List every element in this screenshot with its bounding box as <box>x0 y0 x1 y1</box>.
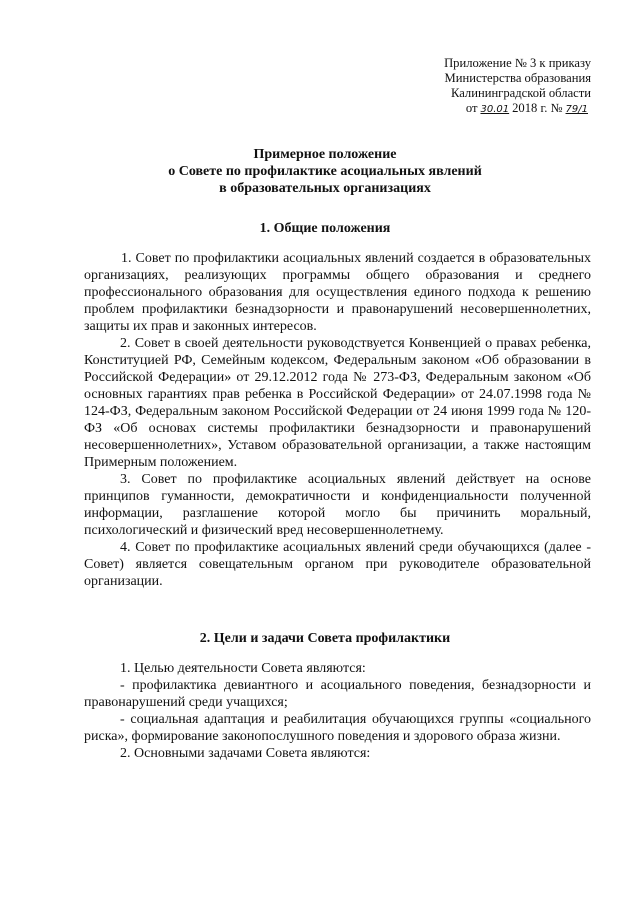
order-appendix-header <box>426 56 591 117</box>
section-2-paragraph-1: 1. Целью деятельности Совета являются: <box>120 661 366 676</box>
section-1-heading: 1. Общие положения <box>259 221 391 236</box>
section-1-paragraph-2: 2. Совет в своей деятельности руководствуется Конвенцией о правах ребенка, Конституцией РФ, Семейным кодексом, Федеральным законом «Об образовании в Российской Федерации» от 29.12.2012 года № 273-ФЗ, Федеральным законом «Об основных гарантиях прав ребенка в Российской Федерации» от 24.07.1998 года № 124-ФЗ, Федеральным законом Российской Федерации от 24 июня 1999 года № 120-ФЗ «Об основах системы профилактики безнадзорности и правонарушений несовершеннолетних», Уставом образовательной организации, а также настоящим Примерным положением. <box>84 336 591 470</box>
section-1-paragraph-4: 4. Совет по профилактике асоциальных явлений среди обучающихся (далее - Совет) является совещательным органом при руководителе образовательной организации. <box>84 540 591 589</box>
section-2-paragraph-4: 2. Основными задачами Совета являются: <box>120 746 371 761</box>
section-2-paragraph-3: - социальная адаптация и реабилитация обучающихся группы «социального риска», формирование законопослушного поведения и здорового образа жизни. <box>84 712 591 744</box>
header-line-2: Министерства образования <box>444 71 591 85</box>
header-date-line <box>426 101 591 117</box>
section-1-paragraph-3: 3. Совет по профилактике асоциальных явлений действует на основе принципов гуманности, демократичности и конфиденциальности полученной информации, разглашение которой могло бы причинить моральный, психологический и физический вред несовершеннолетнему. <box>84 472 591 538</box>
document-title <box>60 146 590 197</box>
section-1-paragraph-1: 1. Совет по профилактики асоциальных явлений создается в образовательных организациях, реализующих программы общего образования и среднего профессионального образования для осуществления единого подхода к решению проблем профилактики безнадзорности и правонарушений несовершеннолетних, защиты их прав и законных интересов. <box>84 251 591 334</box>
title-line-3: в образовательных организациях <box>219 181 431 196</box>
title-line-2: о Совете по профилактике асоциальных явлений <box>168 164 482 179</box>
header-line-3: Калининградской области <box>451 86 591 100</box>
section-2-heading: 2. Цели и задачи Совета профилактики <box>199 631 451 646</box>
handwritten-date: 30.01 <box>480 104 510 115</box>
header-line-1: Приложение № 3 к приказу <box>444 56 591 70</box>
section-2-body <box>84 660 591 762</box>
date-prefix: от <box>465 101 478 115</box>
section-1-body <box>84 250 591 590</box>
title-line-1: Примерное положение <box>253 147 397 162</box>
section-2-paragraph-2: - профилактика девиантного и асоциального поведения, безнадзорности и правонарушений среди учащихся; <box>84 678 591 710</box>
handwritten-number: 79/1 <box>565 104 588 115</box>
date-suffix: 2018 г. № <box>512 101 563 115</box>
